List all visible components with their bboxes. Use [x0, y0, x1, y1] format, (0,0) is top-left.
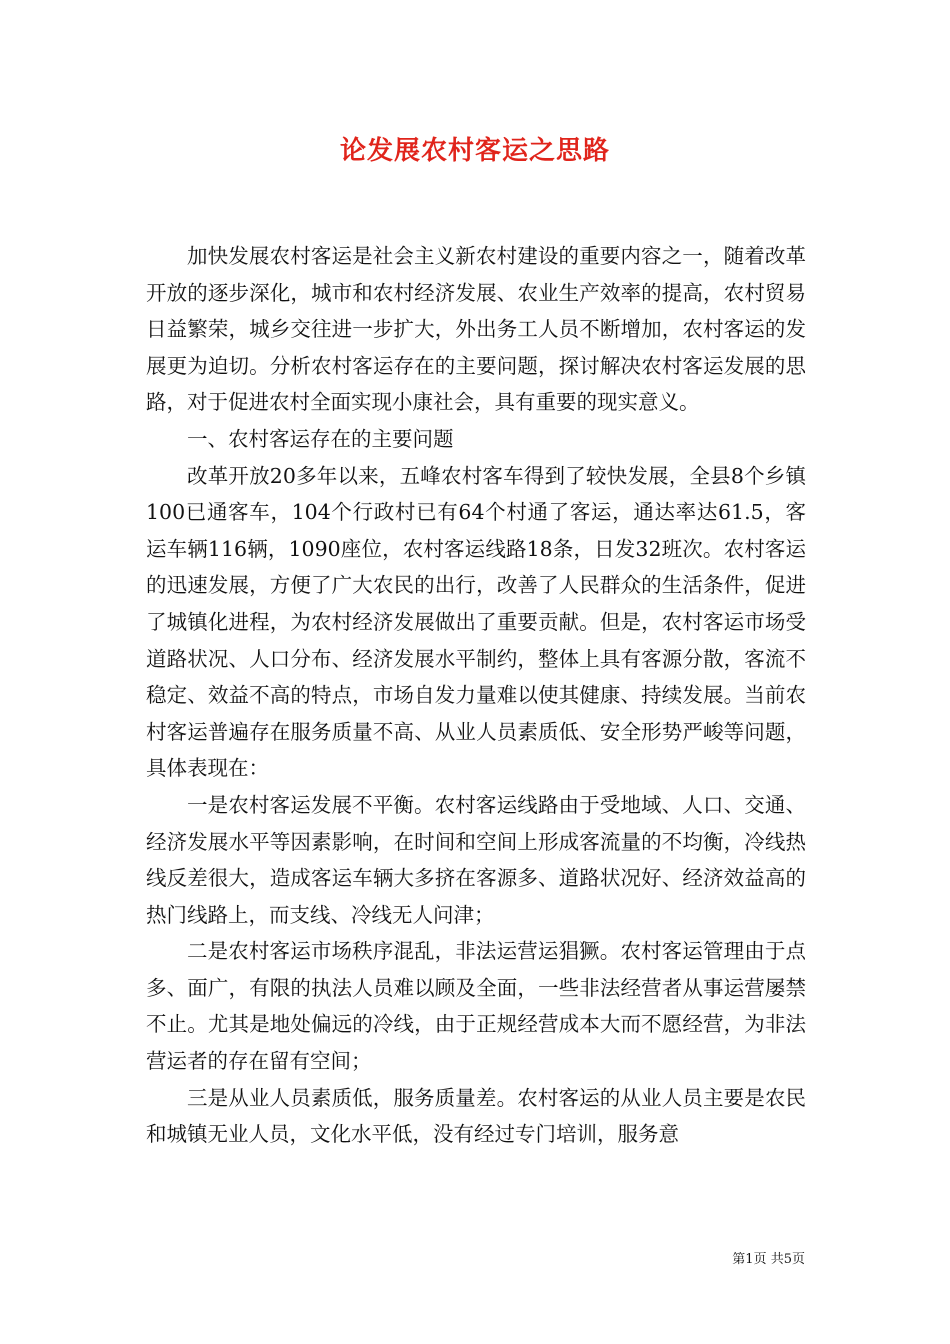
paragraph-problem-3: 三是从业人员素质低，服务质量差。农村客运的从业人员主要是农民和城镇无业人员，文化水平低，没有经过专门培训，服务意	[146, 1085, 806, 1147]
paragraph-intro: 加快发展农村客运是社会主义新农村建设的重要内容之一，随着改革开放的逐步深化，城市和农村经济发展、农业生产效率的提高，农村贸易日益繁荣，城乡交往进一步扩大，外出务工人员不断增加，农村客运的发展更为迫切。分析农村客运存在的主要问题，探讨解决农村客运发展的思路，对于促进农村全面实现小康社会，具有重要的现实意义。	[146, 244, 806, 415]
document-title: 论发展农村客运之思路	[339, 136, 610, 166]
paragraph-overview: 改革开放20多年以来，五峰农村客车得到了较快发展，全县8个乡镇100已通客车，104个行政村已有64个村通了客运，通达率达61.5，客运车辆116辆，1090座位，农村客运线路18条，日发32班次。农村客运的迅速发展，方便了广大农民的出行，改善了人民群众的生活条件，促进了城镇化进程，为农村经济发展做出了重要贡献。但是，农村客运市场受道路状况、人口分布、经济发展水平制约，整体上具有客源分散，客流不稳定、效益不高的特点，市场自发力量难以使其健康、持续发展。当前农村客运普遍存在服务质量不高、从业人员素质低、安全形势严峻等问题，具体表现在：	[146, 463, 806, 781]
footer-suffix: 页	[791, 1252, 805, 1267]
page-number-footer	[732, 1248, 805, 1267]
footer-prefix: 第	[732, 1252, 746, 1267]
paragraph-problem-2: 二是农村客运市场秩序混乱，非法运营运猖獗。农村客运管理由于点多、面广，有限的执法人员难以顾及全面，一些非法经营者从事运营屡禁不止。尤其是地处偏远的冷线，由于正规经营成本大而不愿经营，为非法营运者的存在留有空间；	[146, 939, 806, 1074]
document-body	[146, 238, 806, 1153]
paragraph-problem-1: 一是农村客运发展不平衡。农村客运线路由于受地域、人口、交通、经济发展水平等因素影响，在时间和空间上形成客流量的不均衡，冷线热线反差很大，造成客运车辆大多挤在客源多、道路状况好、经济效益高的热门线路上，而支线、冷线无人问津；	[146, 792, 806, 927]
footer-page: 1	[745, 1252, 754, 1267]
section-heading-1: 一、农村客运存在的主要问题	[187, 426, 454, 451]
footer-middle: 页 共	[753, 1252, 784, 1267]
footer-total: 5	[783, 1252, 792, 1267]
